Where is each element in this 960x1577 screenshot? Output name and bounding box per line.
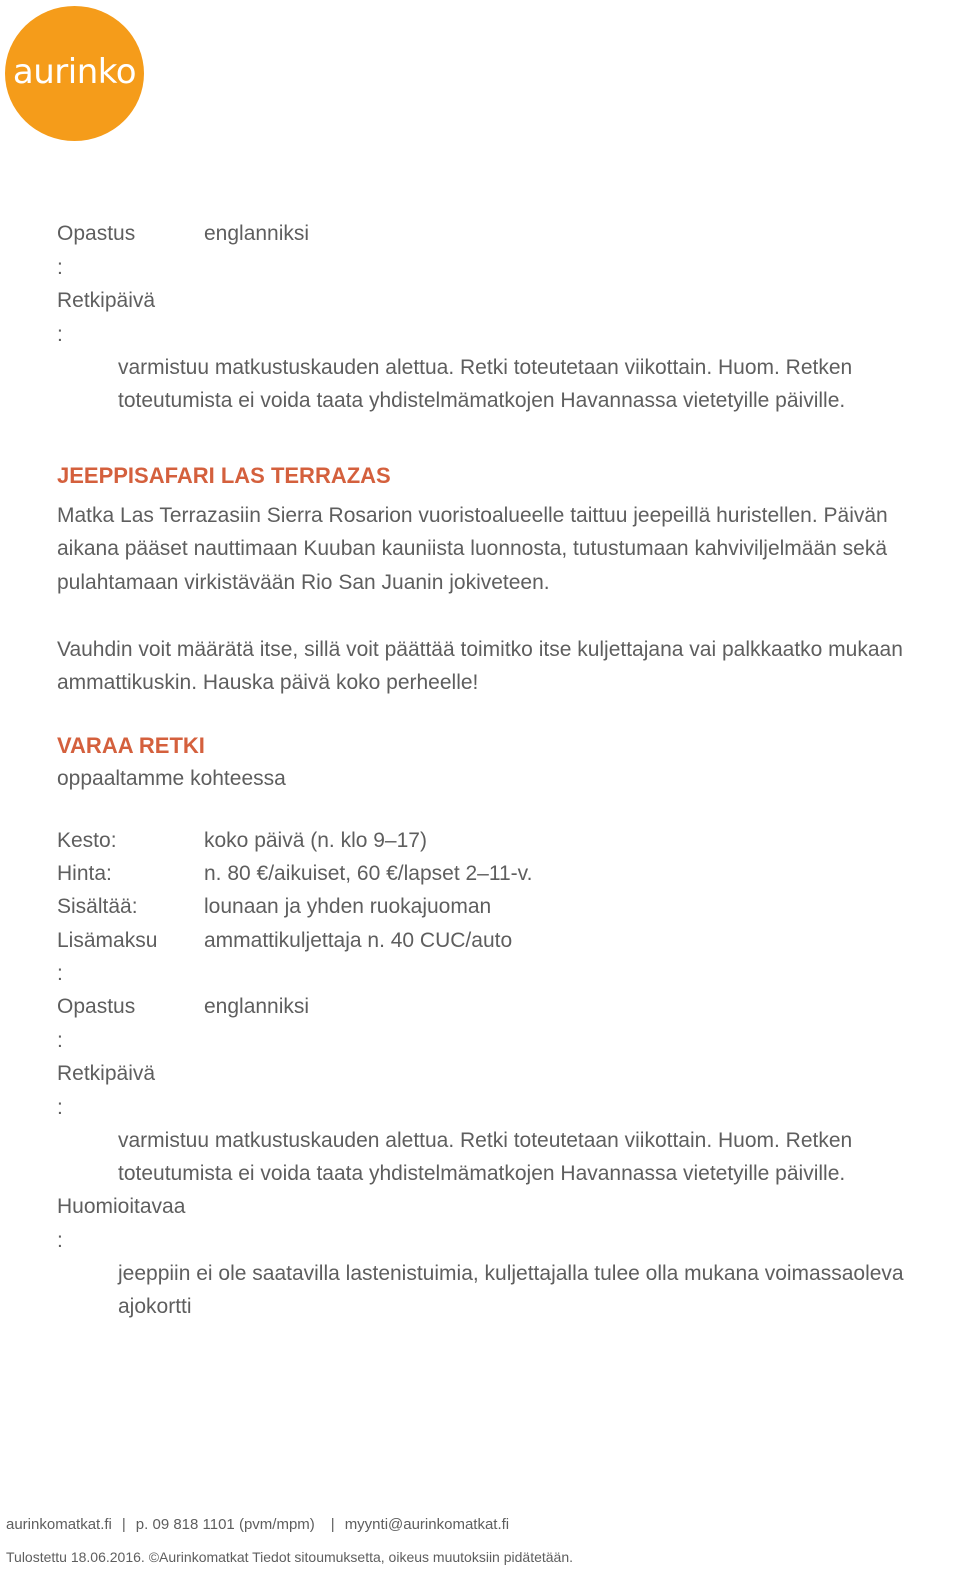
footer-email[interactable]: myynti@aurinkomatkat.fi: [344, 1516, 510, 1533]
description-line5: ammattikuskin. Hauska päivä koko perheelle!: [57, 671, 479, 694]
day-label: Retkipäivä: [57, 1062, 156, 1085]
book-heading: VARAA RETKI: [57, 733, 205, 758]
colon: :: [57, 962, 63, 985]
includes-label: Sisältää:: [57, 895, 138, 918]
includes-value: lounaan ja yhden ruokajuoman: [204, 895, 492, 918]
day-value-line2: toteutumista ei voida taata yhdistelmämatkojen Havannassa vietetyille päiville.: [118, 389, 846, 412]
note-label: Huomioitavaa: [57, 1195, 186, 1218]
description-line1: Matka Las Terrazasiin Sierra Rosarion vuoristoalueelle taittuu jeepeillä huristellen. Päivän: [57, 504, 888, 527]
footer-contacts: [6, 1516, 509, 1533]
colon: :: [57, 1096, 63, 1119]
guide-value: englanniksi: [204, 995, 310, 1018]
footer-separator: |: [121, 1516, 126, 1533]
price-value: n. 80 €/aikuiset, 60 €/lapset 2–11-v.: [204, 862, 533, 885]
colon: :: [57, 1229, 63, 1252]
footer-separator: |: [330, 1516, 335, 1533]
aurinko-logo: [5, 6, 144, 141]
colon: :: [57, 256, 63, 279]
price-label: Hinta:: [57, 862, 112, 885]
guide-label: Opastus: [57, 995, 136, 1018]
footer-website[interactable]: aurinkomatkat.fi: [6, 1516, 112, 1533]
day-label: Retkipäivä: [57, 289, 156, 312]
note-value-line2: ajokortti: [118, 1295, 192, 1318]
duration-label: Kesto:: [57, 829, 117, 852]
book-subheading: oppaaltamme kohteessa: [57, 767, 286, 790]
day-value-line2: toteutumista ei voida taata yhdistelmämatkojen Havannassa vietetyille päiville.: [118, 1162, 846, 1185]
guide-value: englanniksi: [204, 222, 310, 245]
day-value-line1: varmistuu matkustuskauden alettua. Retki toteutetaan viikottain. Huom. Retken: [118, 356, 853, 379]
description-line3: pulahtamaan virkistävään Rio San Juanin jokiveteen.: [57, 571, 550, 594]
logo-text: aurinko: [12, 51, 137, 92]
description-line4: Vauhdin voit määrätä itse, sillä voit päättää toimitko itse kuljettajana vai palkkaatko mukaan: [57, 638, 903, 661]
guide-label: Opastus: [57, 222, 136, 245]
description-line2: aikana pääset nauttimaan Kuuban kauniista luonnosta, tutustumaan kahviviljelmään sekä: [57, 537, 888, 560]
note-value-line1: jeeppiin ei ole saatavilla lastenistuimia, kuljettajalla tulee olla mukana voimassaoleva: [118, 1262, 904, 1285]
extra-charge-label: Lisämaksu: [57, 929, 158, 952]
duration-value: koko päivä (n. klo 9–17): [204, 829, 427, 852]
colon: :: [57, 1029, 63, 1052]
excursion-title: JEEPPISAFARI LAS TERRAZAS: [57, 463, 391, 488]
day-value-line1: varmistuu matkustuskauden alettua. Retki toteutetaan viikottain. Huom. Retken: [118, 1129, 853, 1152]
footer-printed: Tulostettu 18.06.2016. ©Aurinkomatkat Tiedot sitoumuksetta, oikeus muutoksiin pidätetään.: [6, 1549, 574, 1565]
footer-phone: p. 09 818 1101 (pvm/mpm): [135, 1516, 315, 1533]
extra-charge-value: ammattikuljettaja n. 40 CUC/auto: [204, 929, 513, 952]
colon: :: [57, 323, 63, 346]
